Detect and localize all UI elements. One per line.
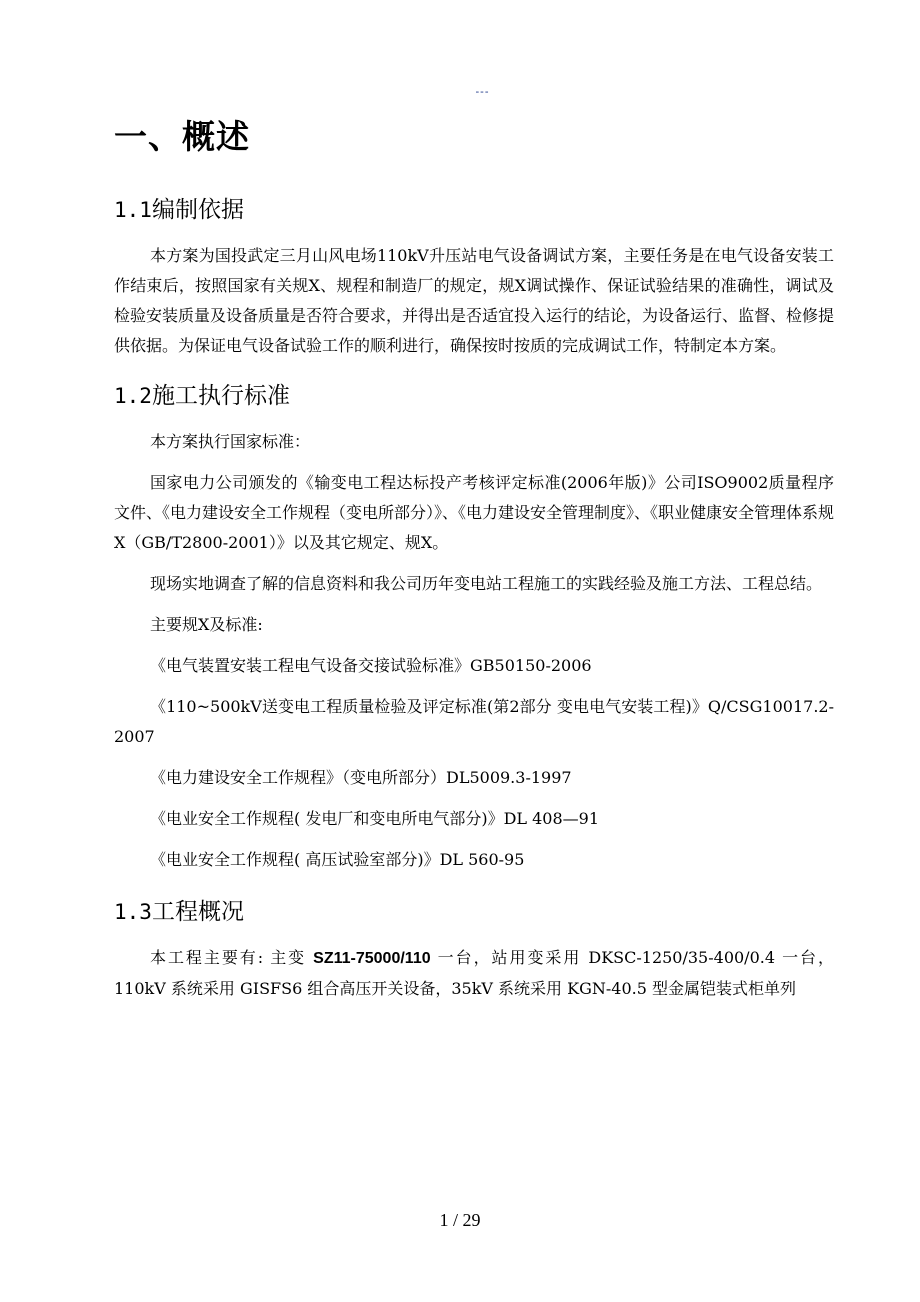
header-mark: --- [475,86,490,98]
standard-item: 《电业安全工作规程( 发电厂和变电所电气部分)》DL 408—91 [150,809,600,828]
paragraph-experience: 现场实地调查了解的信息资料和我公司历年变电站工程施工的实践经验及施工方法、工程总结。 [150,574,823,593]
section-number: 1.3 [114,900,152,924]
paragraph-main-label: 主要规X及标准: [150,615,263,634]
section-heading-1-1 [114,193,834,227]
section-title: 施工执行标准 [151,383,290,409]
overview-text-a: 本工程主要有: 主变 [150,948,314,967]
section-number: 1.2 [114,384,152,408]
section-heading-1-2 [114,379,834,413]
paragraph-standards: 国家电力公司颁发的《输变电工程达标投产考核评定标准(2006年版)》公司ISO9002质量程序文件、《电力建设安全工作规程（变电所部分）》、《电力建设安全管理制度》、《职业健康安全管理体系规X（GB/T2800-2001）》以及其它规定、规X。 [114,473,835,552]
page-number: 1 / 29 [439,1210,481,1230]
standard-item: 《电气装置安装工程电气设备交接试验标准》GB50150-2006 [150,656,592,675]
standard-item: 《电业安全工作规程( 高压试验室部分)》DL 560-95 [150,850,525,869]
section-title: 工程概况 [151,899,244,925]
chapter-title: 一、概述 [114,117,250,156]
standard-item: 《110~500kV送变电工程质量检验及评定标准(第2部分 变电电气安装工程)》Q/CSG10017.2-2007 [114,697,834,746]
document-body [114,105,834,1004]
paragraph-overview [114,943,834,1004]
paragraph-basis: 本方案为国投武定三月山风电场110kV升压站电气设备调试方案，主要任务是在电气设备安装工作结束后，按照国家有关规X、规程和制造厂的规定，规X调试操作、保证试验结果的准确性，调试及检验安装质量及设备质量是否符合要求，并得出是否适宜投入运行的结论，为设备运行、监督、检修提供依据。为保证电气设备试验工作的顺利进行，确保按时按质的完成调试工作，特制定本方案。 [114,246,835,355]
section-title: 编制依据 [151,197,244,223]
transformer-model: SZ11-75000/110 [313,950,431,967]
standard-item: 《电力建设安全工作规程》（变电所部分）DL5009.3-1997 [150,768,572,787]
paragraph-intro: 本方案执行国家标准： [150,432,311,451]
section-number: 1.1 [114,198,152,222]
overview-text-b: 一台，站用变采用 DKSC-1250/35-400/0.4 一台，110kV 系统采用 GISFS6 组合高压开关设备，35kV 系统采用 KGN-40.5 型金属铠装式柜单列 [114,948,834,998]
section-heading-1-3 [114,895,834,929]
